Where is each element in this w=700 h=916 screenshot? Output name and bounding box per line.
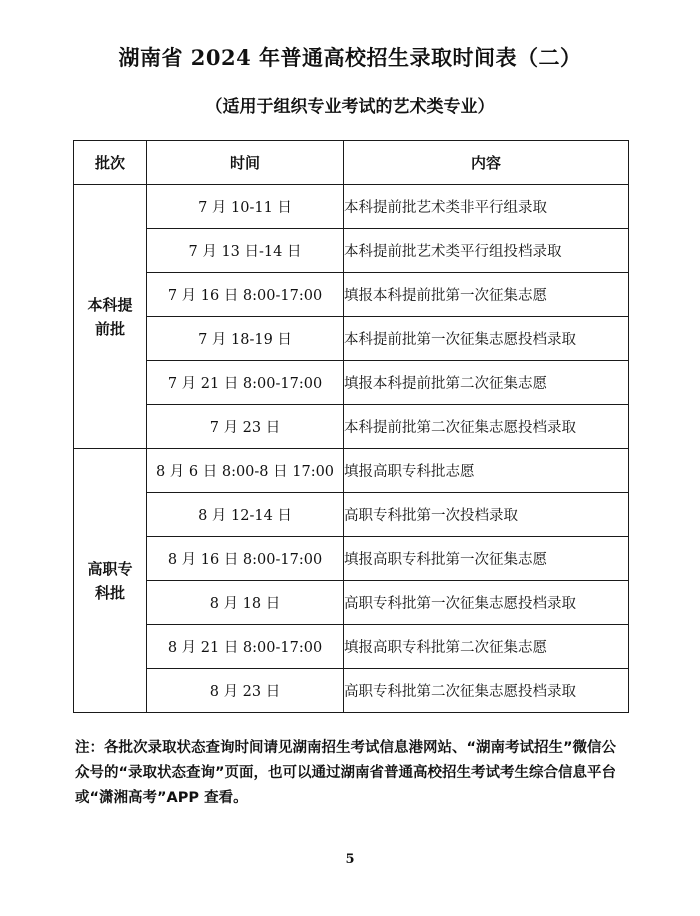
- content-cell: 高职专科批第二次征集志愿投档录取: [344, 669, 629, 713]
- table-row: [74, 493, 629, 537]
- content-cell: 填报高职专科批志愿: [344, 449, 629, 493]
- time-cell: 7 月 18-19 日: [147, 317, 344, 361]
- header-content: 内容: [344, 141, 629, 185]
- header-batch: 批次: [74, 141, 147, 185]
- table-row: [74, 625, 629, 669]
- table-row: [74, 317, 629, 361]
- time-cell: 7 月 13 日-14 日: [147, 229, 344, 273]
- table-row: [74, 405, 629, 449]
- table-row: [74, 537, 629, 581]
- page-subtitle: （适用于组织专业考试的艺术类专业）: [205, 97, 495, 117]
- content-cell: 填报本科提前批第二次征集志愿: [344, 361, 629, 405]
- time-cell: 8 月 18 日: [147, 581, 344, 625]
- content-cell: 本科提前批第一次征集志愿投档录取: [344, 317, 629, 361]
- time-cell: 8 月 21 日 8:00-17:00: [147, 625, 344, 669]
- content-cell: 本科提前批第二次征集志愿投档录取: [344, 405, 629, 449]
- content-cell: 本科提前批艺术类非平行组录取: [344, 185, 629, 229]
- content-cell: 填报高职专科批第二次征集志愿: [344, 625, 629, 669]
- table-header-row: [74, 141, 629, 185]
- batch-cell: [74, 449, 147, 713]
- table-row: [74, 669, 629, 713]
- batch-label: 高职专科批: [87, 559, 133, 602]
- batch-label: 本科提前批: [87, 295, 133, 338]
- page-title: 湖南省 2024 年普通高校招生录取时间表（二）: [118, 45, 582, 70]
- table-row: [74, 273, 629, 317]
- header-time: 时间: [147, 141, 344, 185]
- time-cell: 8 月 16 日 8:00-17:00: [147, 537, 344, 581]
- time-cell: 8 月 23 日: [147, 669, 344, 713]
- table-row: [74, 185, 629, 229]
- time-cell: 7 月 21 日 8:00-17:00: [147, 361, 344, 405]
- content-cell: 高职专科批第一次投档录取: [344, 493, 629, 537]
- batch-cell: [74, 185, 147, 449]
- content-cell: 高职专科批第一次征集志愿投档录取: [344, 581, 629, 625]
- table-row: [74, 581, 629, 625]
- footnote: 注：各批次录取状态查询时间请见湖南招生考试信息港网站、“湖南考试招生”微信公众号的“录取状态查询”页面，也可以通过湖南省普通高校招生考试考生综合信息平台或“潇湘高考”APP 查看。: [75, 740, 617, 806]
- time-cell: 8 月 12-14 日: [147, 493, 344, 537]
- time-cell: 7 月 16 日 8:00-17:00: [147, 273, 344, 317]
- table-row: [74, 449, 629, 493]
- table-row: [74, 229, 629, 273]
- content-cell: 本科提前批艺术类平行组投档录取: [344, 229, 629, 273]
- content-cell: 填报高职专科批第一次征集志愿: [344, 537, 629, 581]
- time-cell: 7 月 10-11 日: [147, 185, 344, 229]
- time-cell: 7 月 23 日: [147, 405, 344, 449]
- content-cell: 填报本科提前批第一次征集志愿: [344, 273, 629, 317]
- table-row: [74, 361, 629, 405]
- schedule-table: [73, 140, 629, 713]
- page-number: 5: [345, 852, 355, 867]
- time-cell: 8 月 6 日 8:00-8 日 17:00: [147, 449, 344, 493]
